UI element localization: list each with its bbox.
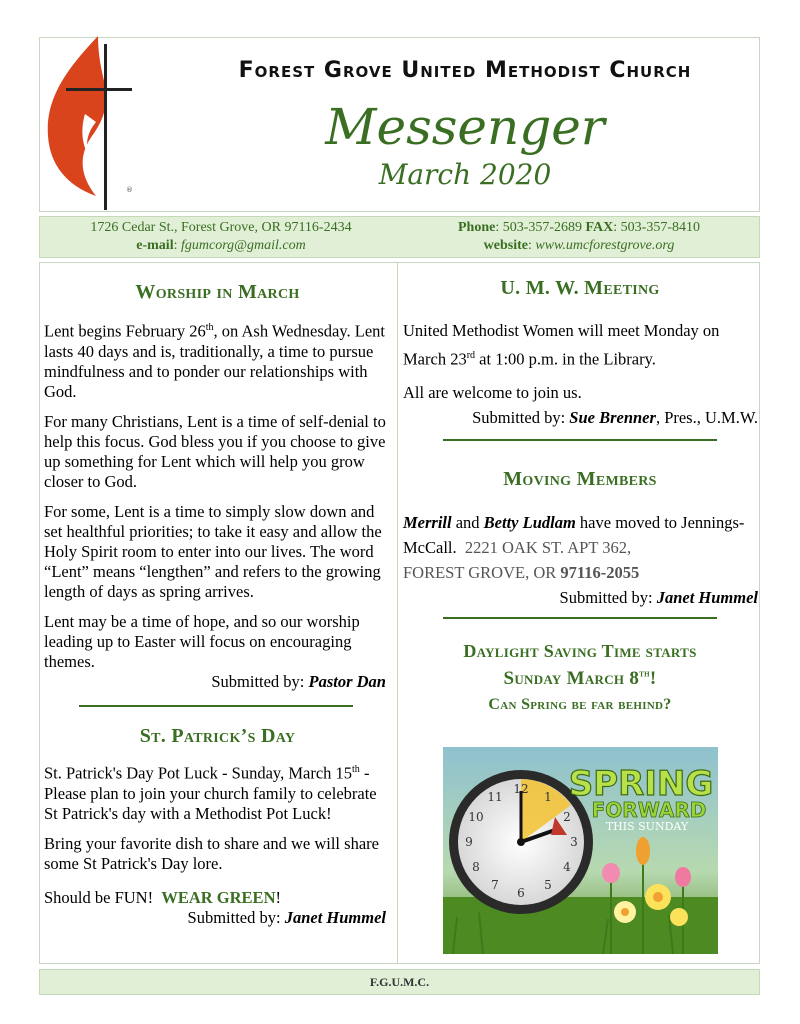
stpatrick-paragraph-2: Bring your favorite dish to share and we will share some St Patrick's Day lore. (44, 833, 379, 873)
moving-article (403, 510, 758, 610)
phone-label: Phone (457, 220, 496, 235)
stpatrick-article (44, 760, 386, 928)
spring-title: SPRING (568, 764, 714, 804)
umw-paragraph-1 (403, 318, 758, 372)
umw-heading: U. M. W. Meeting (500, 277, 660, 299)
fax-number: 503-357-8410 (620, 220, 700, 235)
submitted-suffix: , Pres., U.M.W. (655, 407, 758, 427)
clock-number-12: 12 (513, 782, 529, 796)
clock-number-6: 6 (517, 886, 525, 900)
dst-line-2-end: ! (649, 668, 657, 689)
submitted-name: Pastor Dan (308, 671, 386, 691)
member-name-2: Betty Ludlam (483, 513, 576, 532)
this-sunday-text: THIS SUNDAY (605, 820, 689, 833)
moving-address-1: 2221 OAK ST. APT 362, (464, 538, 632, 557)
member-name-1: Merrill (403, 513, 452, 532)
worship-heading: Worship in March (135, 281, 300, 303)
email-label: e-mail (136, 238, 174, 253)
section-divider (79, 705, 353, 707)
clock-number-4: 4 (563, 860, 571, 874)
address: 1726 Cedar St., Forest Grove, OR 97116-2434 (90, 220, 352, 235)
dst-line-2-sup: th (639, 668, 650, 680)
section-divider (443, 617, 717, 619)
stpatrick-p3-end: ! (275, 887, 281, 907)
cross-and-flame-logo (40, 36, 132, 212)
umw-p1-sup: rd (466, 350, 476, 361)
worship-paragraph-2: For many Christians, Lent is a time of self-denial to help this focus. God bless you if you choose to give up something for Lent which will help you grow closer to God. (44, 411, 386, 491)
moving-submitted (403, 585, 758, 610)
fax-label: FAX (585, 220, 614, 235)
website-line: website: www.umcforestgrove.org (483, 238, 675, 253)
moving-heading: Moving Members (503, 468, 657, 490)
church-name: Forest Grove United Methodist Church (238, 58, 692, 83)
stpatrick-paragraph-3 (44, 888, 386, 908)
column-divider (397, 262, 398, 964)
stpatrick-submitted (44, 908, 386, 928)
dst-line-2-text: Sunday March 8 (503, 668, 640, 689)
clock-number-3: 3 (570, 835, 578, 849)
dst-line-2 (400, 668, 760, 690)
umw-article (403, 318, 758, 430)
footer-bar: F.G.U.M.C. (39, 969, 760, 995)
stpatrick-p1-sup: th (352, 764, 360, 775)
submitted-name: Sue Brenner (569, 407, 656, 427)
umw-p1-text: United Methodist Women will meet Monday on March 23 (403, 321, 720, 369)
umw-submitted (403, 405, 758, 430)
moving-zip: 97116-2055 (560, 563, 640, 582)
phone-number: 503-357-2689 (502, 220, 583, 235)
worship-p1-sup: th (205, 322, 214, 333)
forward-title: FORWARD (591, 798, 707, 822)
stpatrick-paragraph-1 (44, 760, 386, 824)
email-line: e-mail: fgumcorg@gmail.com (136, 238, 306, 253)
submitted-name: Janet Hummel (284, 907, 386, 927)
contact-right (398, 219, 760, 255)
newsletter-title: Messenger (325, 98, 605, 156)
website-link[interactable]: www.umcforestgrove.org (535, 238, 675, 253)
dst-line-1: Daylight Saving Time starts (463, 641, 697, 661)
worship-submitted (44, 672, 386, 692)
dst-line-3: Can Spring be far behind? (488, 696, 672, 713)
clock-number-11: 11 (487, 790, 503, 804)
moving-paragraph (403, 510, 758, 585)
section-divider (443, 439, 717, 441)
worship-article (44, 318, 386, 692)
issue-date: March 2020 (378, 158, 552, 191)
submitted-label: Submitted by: (187, 907, 281, 927)
clock-number-5: 5 (544, 878, 552, 892)
clock-number-10: 10 (468, 810, 484, 824)
umw-paragraph-2: All are welcome to join us. (403, 382, 582, 402)
worship-paragraph-3: For some, Lent is a time to simply slow down and set healthful priorities; to take it easy and allow the Holy Spirit room to enter into our lives. The word “Lent” means “lengthen” and refers to the growing length of days as spring arrives. (44, 501, 382, 601)
umw-p1-text-b: at 1:00 p.m. in the Library. (475, 349, 656, 369)
moving-text: have moved to Jennings-McCall. (403, 513, 745, 557)
submitted-label: Submitted by: (559, 588, 653, 607)
submitted-label: Submitted by: (472, 407, 566, 427)
clock-number-2: 2 (563, 810, 571, 824)
clock-number-7: 7 (491, 878, 499, 892)
worship-paragraph-4: Lent may be a time of hope, and so our worship leading up to Easter will focus on encouraging themes. (44, 611, 360, 671)
moving-and: and (451, 513, 484, 532)
worship-paragraph-1 (44, 318, 386, 402)
stpatrick-p1-text: St. Patrick's Day Pot Luck - Sunday, March 15 (44, 763, 353, 783)
spring-forward-image (443, 747, 718, 954)
clock-number-1: 1 (544, 790, 552, 804)
clock-number-8: 8 (472, 860, 480, 874)
registered-mark: ® (126, 186, 133, 194)
email-link[interactable]: fgumcorg@gmail.com (180, 238, 306, 253)
wear-green-text: WEAR GREEN (161, 887, 276, 907)
stpatrick-p1-text-b: - Please plan to join your church family to celebrate St Patrick's day with a Methodist Pot Luck! (44, 763, 377, 823)
clock-number-9: 9 (465, 835, 473, 849)
stpatrick-heading: St. Patrick’s Day (139, 725, 296, 747)
moving-address-2: FOREST GROVE, OR (403, 563, 561, 582)
worship-p1-text-b: , on Ash Wednesday. Lent lasts 40 days and is, traditionally, a time to pursue mindfulness and to ponder our relationships with God. (44, 321, 385, 401)
contact-left (40, 219, 402, 255)
website-label: website (483, 238, 528, 253)
submitted-name: Janet Hummel (656, 588, 758, 607)
phone-line: Phone: 503-357-2689 FAX: 503-357-8410 (457, 220, 700, 235)
submitted-label: Submitted by: (211, 671, 305, 691)
stpatrick-p3-text: Should be FUN! (44, 887, 154, 907)
worship-p1-text: Lent begins February 26 (44, 321, 206, 341)
